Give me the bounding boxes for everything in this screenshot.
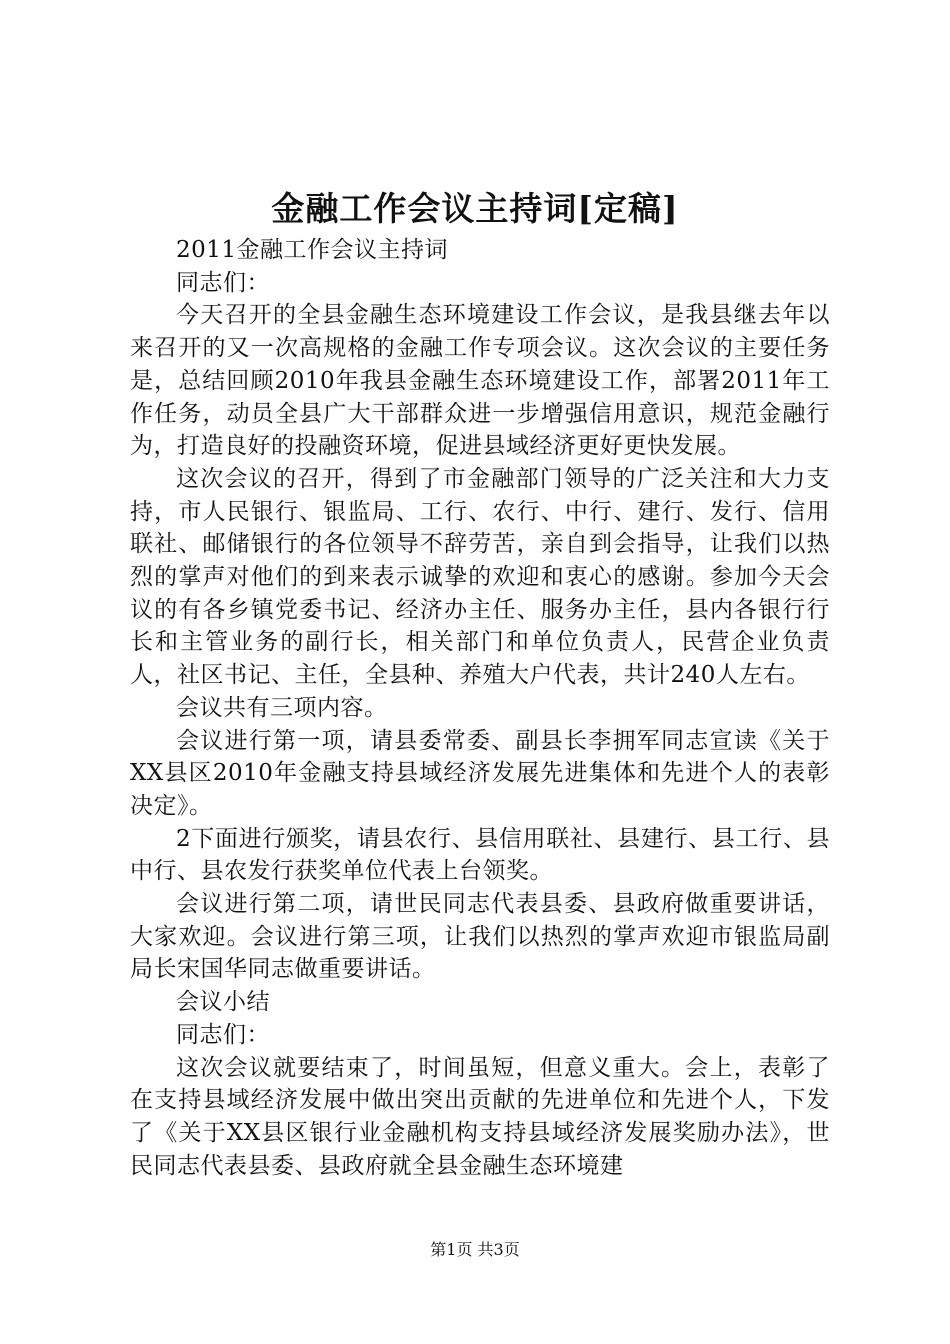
page-footer: 第1页 共3页 — [430, 1240, 520, 1259]
document-title: 金融工作会议主持词[定稿] — [271, 189, 679, 228]
paragraph-attendees: 这次会议的召开，得到了市金融部门领导的广泛关注和大力支持，市人民银行、银监局、工行、农行、中行、建行、发行、信用联社、邮储银行的各位领导不辞劳苦，亲自到会指导，让我们以热烈的掌声对他们的到来表示诚挚的欢迎和衷心的感谢。参加今天会议的有各乡镇党委书记、经济办主任、服务办主任，县内各银行行长和主管业务的副行长，相关部门和单位负责人，民营企业负责人，社区书记、主任，全县种、养殖大户代表，共计240人左右。 — [130, 465, 830, 689]
paragraph-agenda: 会议共有三项内容。 — [176, 694, 388, 721]
paragraph-summary-salutation: 同志们： — [176, 1021, 270, 1048]
paragraph-item-one: 会议进行第一项，请县委常委、副县长李拥军同志宣读《关于XX县区2010年金融支持县域经济发展先进集体和先进个人的表彰决定》。 — [130, 727, 830, 819]
paragraph-subtitle: 2011金融工作会议主持词 — [176, 237, 449, 263]
paragraph-summary-heading: 会议小结 — [176, 989, 270, 1016]
paragraph-opening: 今天召开的全县金融生态环境建设工作会议，是我县继去年以来召开的又一次高规格的金融工作专项会议。这次会议的主要任务是，总结回顾2010年我县金融生态环境建设工作，部署2011年工作任务，动员全县广大干部群众进一步增强信用意识，规范金融行为，打造良好的投融资环境，促进县域经济更好更快发展。 — [130, 302, 830, 460]
document-body — [130, 234, 830, 1182]
paragraph-awards: 2下面进行颁奖，请县农行、县信用联社、县建行、县工行、县中行、县农发行获奖单位代表上台领奖。 — [130, 825, 830, 885]
paragraph-item-two-three: 会议进行第二项，请世民同志代表县委、县政府做重要讲话，大家欢迎。会议进行第三项，让我们以热烈的掌声欢迎市银监局副局长宋国华同志做重要讲话。 — [130, 891, 830, 983]
paragraph-salutation: 同志们： — [176, 269, 270, 296]
paragraph-summary-body: 这次会议就要结束了，时间虽短，但意义重大。会上，表彰了在支持县域经济发展中做出突出贡献的先进单位和先进个人，下发了《关于XX县区银行业金融机构支持县域经济发展奖励办法》，世民同志代表县委、县政府就全县金融生态环境建 — [130, 1054, 830, 1179]
